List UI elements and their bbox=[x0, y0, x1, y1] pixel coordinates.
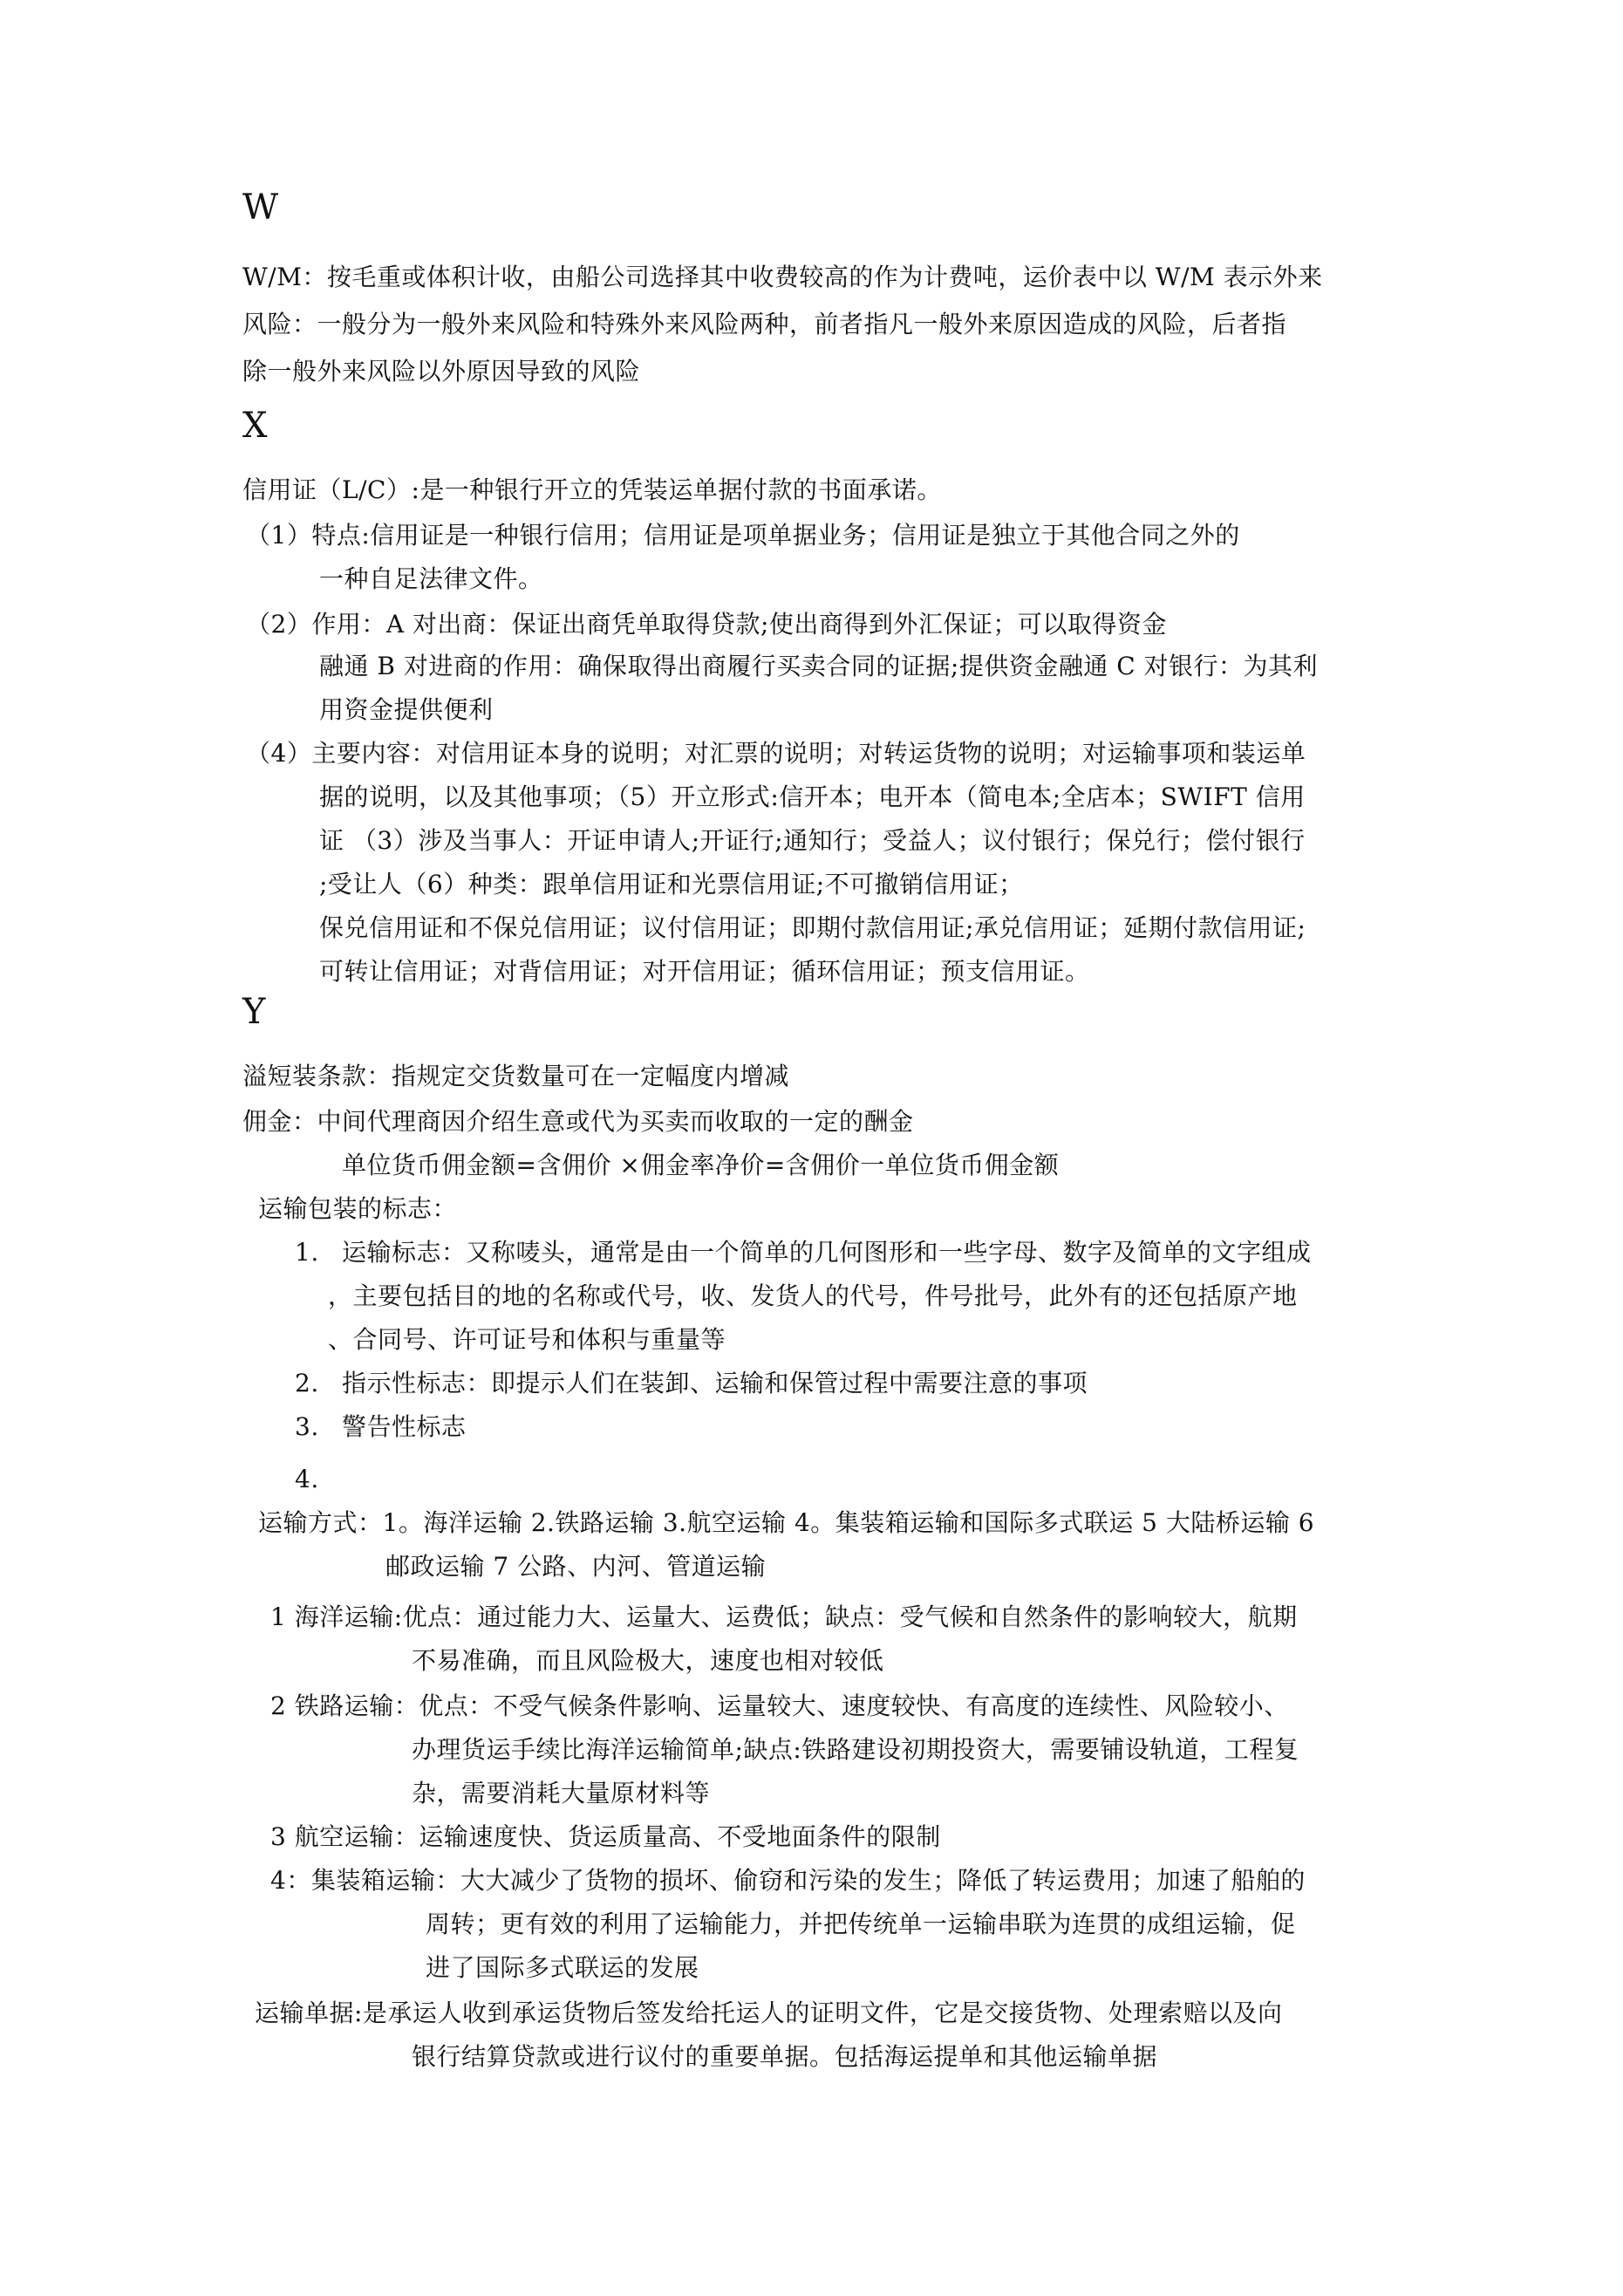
section-heading-w: W bbox=[242, 188, 279, 228]
text-line: 进了国际多式联运的发展 bbox=[426, 1953, 699, 1982]
text-line: 周转；更有效的利用了运输能力，并把传统单一运输串联为连贯的成组运输，促 bbox=[426, 1910, 1296, 1938]
text-line: 警告性标志 bbox=[342, 1412, 467, 1441]
list-number: 2. bbox=[295, 1369, 319, 1397]
text-line: 杂，需要消耗大量原材料等 bbox=[412, 1779, 711, 1807]
text-line: 除一般外来风险以外原因导致的风险 bbox=[242, 357, 641, 386]
list-number: 4. bbox=[295, 1465, 319, 1493]
text-line: ;受让人（6）种类：跟单信用证和光票信用证;不可撤销信用证； bbox=[319, 870, 1024, 899]
text-line: 运输包装的标志： bbox=[258, 1194, 458, 1223]
section-heading-y: Y bbox=[242, 992, 266, 1032]
text-line: 办理货运手续比海洋运输简单;缺点:铁路建设初期投资大，需要铺设轨道，工程复 bbox=[412, 1735, 1299, 1764]
text-line: 指示性标志：即提示人们在装卸、运输和保管过程中需要注意的事项 bbox=[342, 1369, 1088, 1397]
text-line: 银行结算贷款或进行议付的重要单据。包括海运提单和其他运输单据 bbox=[412, 2042, 1158, 2071]
text-line: （4）主要内容：对信用证本身的说明；对汇票的说明；对转运货物的说明；对运输事项和装运单 bbox=[246, 739, 1306, 768]
text-line: 一种自足法律文件。 bbox=[319, 564, 543, 593]
text-line: 据的说明，以及其他事项；（5）开立形式:信开本；电开本（简电本;全店本；SWIFT 信用 bbox=[319, 782, 1306, 811]
text-line: 3 航空运输：运输速度快、货运质量高、不受地面条件的限制 bbox=[270, 1822, 941, 1851]
text-line: 保兑信用证和不保兑信用证；议付信用证；即期付款信用证;承兑信用证；延期付款信用证; bbox=[319, 913, 1306, 942]
text-line: 运输标志：又称唛头，通常是由一个简单的几何图形和一些字母、数字及简单的文字组成 bbox=[342, 1238, 1312, 1267]
section-heading-x: X bbox=[242, 406, 268, 446]
text-line: （2）作用：A 对出商：保证出商凭单取得贷款;使出商得到外汇保证；可以取得资金 bbox=[246, 610, 1167, 639]
text-line: 可转让信用证；对背信用证；对开信用证；循环信用证；预支信用证。 bbox=[319, 957, 1090, 986]
text-line: 邮政运输 7 公路、内河、管道运输 bbox=[385, 1552, 767, 1581]
text-line: （1）特点:信用证是一种银行信用；信用证是项单据业务；信用证是独立于其他合同之外的 bbox=[246, 521, 1240, 550]
text-line: 运输方式：1。海洋运输 2.铁路运输 3.航空运输 4。集装箱运输和国际多式联运 5 大陆桥运输 6 bbox=[258, 1508, 1315, 1537]
text-line: 4：集装箱运输：大大减少了货物的损坏、偷窃和污染的发生；降低了转运费用；加速了船舶的 bbox=[270, 1866, 1306, 1895]
text-line: 不易准确，而且风险极大，速度也相对较低 bbox=[412, 1646, 884, 1675]
text-line: 2 铁路运输：优点：不受气候条件影响、运量较大、速度较快、有高度的连续性、风险较小、 bbox=[270, 1691, 1289, 1720]
text-line: 单位货币佣金额=含佣价 ×佣金率净价=含佣价一单位货币佣金额 bbox=[342, 1151, 1060, 1179]
text-line: 证 （3）涉及当事人：开证申请人;开证行;通知行；受益人；议付银行；保兑行；偿付银行 bbox=[319, 826, 1306, 855]
text-line: 融通 B 对进商的作用：确保取得出商履行买卖合同的证据;提供资金融通 C 对银行：为其利 bbox=[319, 652, 1319, 680]
list-number: 3. bbox=[295, 1412, 319, 1441]
text-line: 信用证（L/C）:是一种银行开立的凭装运单据付款的书面承诺。 bbox=[242, 475, 942, 504]
text-line: 佣金：中间代理商因介绍生意或代为买卖而收取的一定的酬金 bbox=[242, 1107, 914, 1136]
text-line: 1 海洋运输:优点：通过能力大、运量大、运费低；缺点：受气候和自然条件的影响较大，航期 bbox=[270, 1602, 1298, 1631]
text-line: 风险：一般分为一般外来风险和特殊外来风险两种，前者指凡一般外来原因造成的风险，后者指 bbox=[242, 310, 1287, 338]
text-line: 溢短装条款：指规定交货数量可在一定幅度内增减 bbox=[242, 1062, 790, 1090]
text-line: 运输单据:是承运人收到承运货物后签发给托运人的证明文件，它是交接货物、处理索赔以及向 bbox=[255, 1999, 1283, 2027]
text-line: 、合同号、许可证号和体积与重量等 bbox=[328, 1325, 726, 1354]
text-line: W/M：按毛重或体积计收，由船公司选择其中收费较高的作为计费吨，运价表中以 W/M 表示外来 bbox=[242, 263, 1323, 291]
text-line: ，主要包括目的地的名称或代号，收、发货人的代号，件号批号，此外有的还包括原产地 bbox=[328, 1281, 1298, 1310]
text-line: 用资金提供便利 bbox=[319, 695, 494, 724]
list-number: 1. bbox=[295, 1238, 319, 1267]
